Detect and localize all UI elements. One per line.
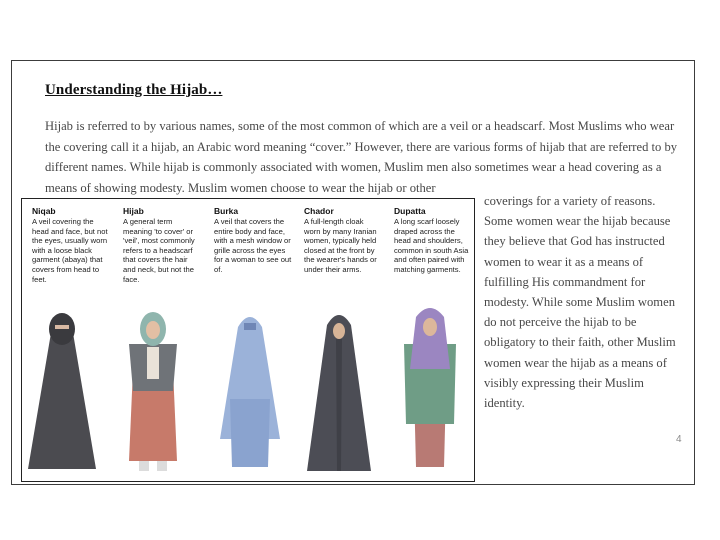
garment-title: Hijab xyxy=(123,206,144,216)
page-number: 4 xyxy=(676,434,682,445)
garment-title: Niqab xyxy=(32,206,56,216)
burka-lower-shape xyxy=(230,399,270,467)
hijab-shirt-shape xyxy=(147,347,159,379)
hijab-types-illustration xyxy=(21,198,475,482)
niqab-eyes-slit xyxy=(55,325,69,329)
hijab-face-shape xyxy=(146,321,160,339)
hijab-shoe-left xyxy=(139,461,149,471)
figure-drawings xyxy=(22,199,474,481)
garment-description: A full-length cloak worn by many Iranian women, typically held closed at the front by the wearer's hands or under their arms. xyxy=(304,217,377,274)
burka-mesh-window xyxy=(244,323,256,330)
garment-description: A veil covering the head and face, but not the eyes, usually worn with a loose black garment (abaya) that covers from head to feet. xyxy=(32,217,108,284)
garment-title: Burka xyxy=(214,206,239,216)
chador-face-shape xyxy=(333,323,345,339)
hijab-shoe-right xyxy=(157,461,167,471)
garment-title: Dupatta xyxy=(394,206,426,216)
garment-title: Chador xyxy=(304,206,334,216)
chador-fold-line xyxy=(336,339,342,471)
garment-description: A general term meaning 'to cover' or 'veil', most commonly refers to a headscarf that covers the hair and neck, but not the face. xyxy=(123,217,195,284)
side-paragraph: coverings for a variety of reasons. Some women wear the hijab because they believe that God has instructed women to wear it as a means of fulfilling His commandment for modesty. While some Muslim women do not perceive the hijab to be obligatory to their faith, other Muslim women wear the hijab as a means of visibly expressing their Muslim identity. xyxy=(484,194,676,411)
garment-description: A long scarf loosely draped across the head and shoulders, common in south Asia and often paired with matching garments. xyxy=(394,217,469,274)
body-paragraph: Hijab is referred to by various names, some of the most common of which are a veil or a headscarf. Most Muslims who wear the covering call it a hijab, an Arabic word meaning “cover.” However, there are various forms of hijab that are referred to by different names. While hijab is commonly associated with women, Muslim men also sometimes wear a head covering as a means of showing modesty. Muslim women choose to wear the hijab or other xyxy=(45,119,678,195)
dupatta-face-shape xyxy=(423,318,437,336)
slide-title: Understanding the Hijab… xyxy=(45,82,223,98)
dupatta-scarf-shape xyxy=(410,308,450,369)
garment-description: A veil that covers the entire body and face, with a mesh window or grille across the eyes for a woman to see out of. xyxy=(214,217,292,274)
